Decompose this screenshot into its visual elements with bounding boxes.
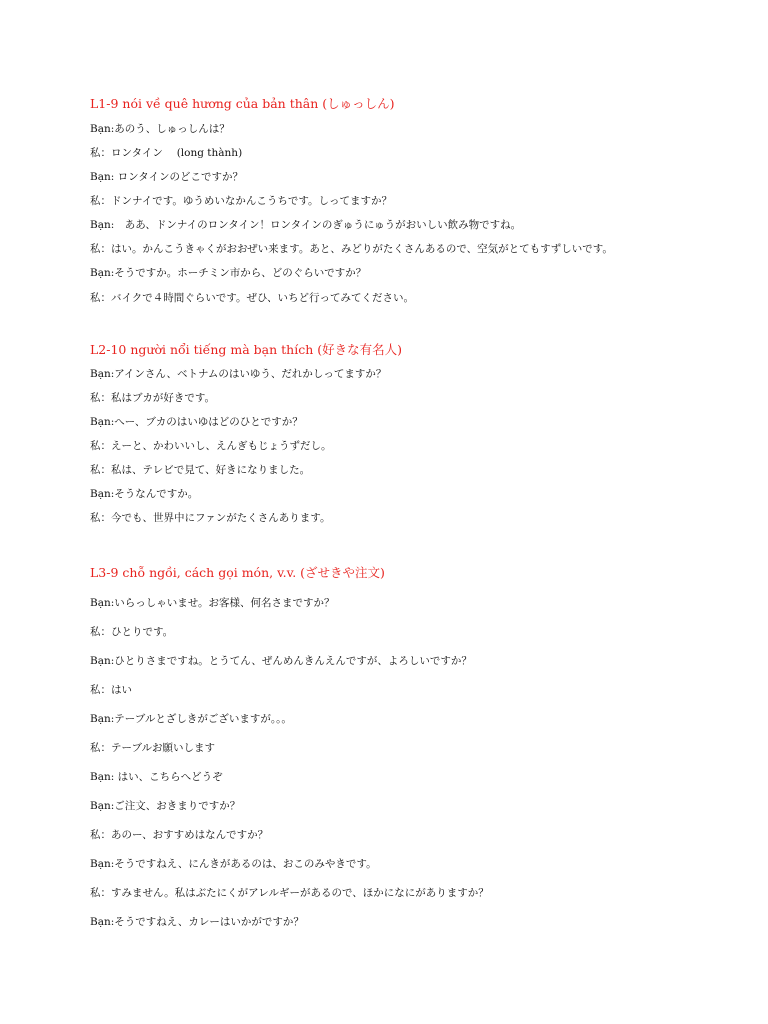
dialogue-line: Bạn: ロンタインのどこですか？	[90, 171, 243, 183]
dialogue-line: 私：あのー、おすすめはなんですか？	[90, 829, 269, 841]
dialogue-line: 私：テーブルお願いします	[90, 742, 216, 754]
dialogue-line: Bạn:そうですねえ、カレーはいかがですか？	[90, 916, 304, 928]
dialogue-line: 私：ひとりです。	[90, 626, 174, 638]
dialogue-line: 私：バイクで４時間ぐらいです。ぜひ、いちど行ってみてください。	[90, 292, 415, 304]
dialogue-line: 私：はい	[90, 684, 132, 696]
section-heading-2: L2-10 người nổi tiếng mà bạn thích (好きな有名人)	[90, 342, 402, 357]
dialogue-line: Bạn:あのう、しゅっしんは？	[90, 123, 230, 135]
dialogue-line: Bạn:テーブルとざしきがございますが。。。	[90, 713, 292, 725]
dialogue-line: Bạn:そうなんですか。	[90, 488, 199, 500]
dialogue-line: Bạn:ご注文、おきまりですか？	[90, 800, 241, 812]
dialogue-line: Bạn:へー、ブカのはいゆはどのひとですか？	[90, 416, 303, 428]
dialogue-line: 私：ロンタイン (long thành)	[90, 147, 243, 159]
dialogue-line: 私：ドンナイです。ゆうめいなかんこうちです。しってますか？	[90, 195, 392, 207]
section-heading-1: L1-9 nói về quê hương của bản thân (しゅっしん)	[90, 96, 395, 111]
dialogue-line: Bạn:そうですねえ、にんきがあるのは、おこのみやきです。	[90, 858, 377, 870]
dialogue-line: Bạn:ひとりさまですね。とうてん、ぜんめんきんえんですが、よろしいですか？	[90, 655, 472, 667]
dialogue-line: Bạn:アインさん、ベトナムのはいゆう、だれかしってますか？	[90, 368, 387, 380]
dialogue-line: 私：すみません。私はぶたにくがアレルギーがあるので、ほかになにがありますか？	[90, 887, 489, 899]
dialogue-line: Bạn: ああ、ドンナイのロンタイン！ロンタインのぎゅうにゅうがおいしい飲み物ですね。	[90, 219, 522, 231]
dialogue-line: Bạn:そうですか。ホーチミン市から、どのぐらいですか？	[90, 267, 367, 279]
section-heading-3: L3-9 chỗ ngồi, cách gọi món, v.v. (ざせきや注文)	[90, 565, 385, 580]
dialogue-line: 私：はい。かんこうきゃくがおおぜい来ます。あと、みどりがたくさんあるので、空気がとてもすずしいです。	[90, 243, 613, 255]
dialogue-line: 私：えーと、かわいいし、えんぎもじょうずだし。	[90, 440, 332, 452]
dialogue-line: 私：今でも、世界中にファンがたくさんあります。	[90, 512, 331, 524]
dialogue-line: 私：私は、テレビで見て、好きになりました。	[90, 464, 311, 476]
dialogue-line: 私：私はブカが好きです。	[90, 392, 216, 404]
dialogue-line: Bạn: はい、こちらへどうぞ	[90, 771, 223, 783]
dialogue-line: Bạn:いらっしゃいませ。お客様、何名さまですか？	[90, 597, 335, 609]
